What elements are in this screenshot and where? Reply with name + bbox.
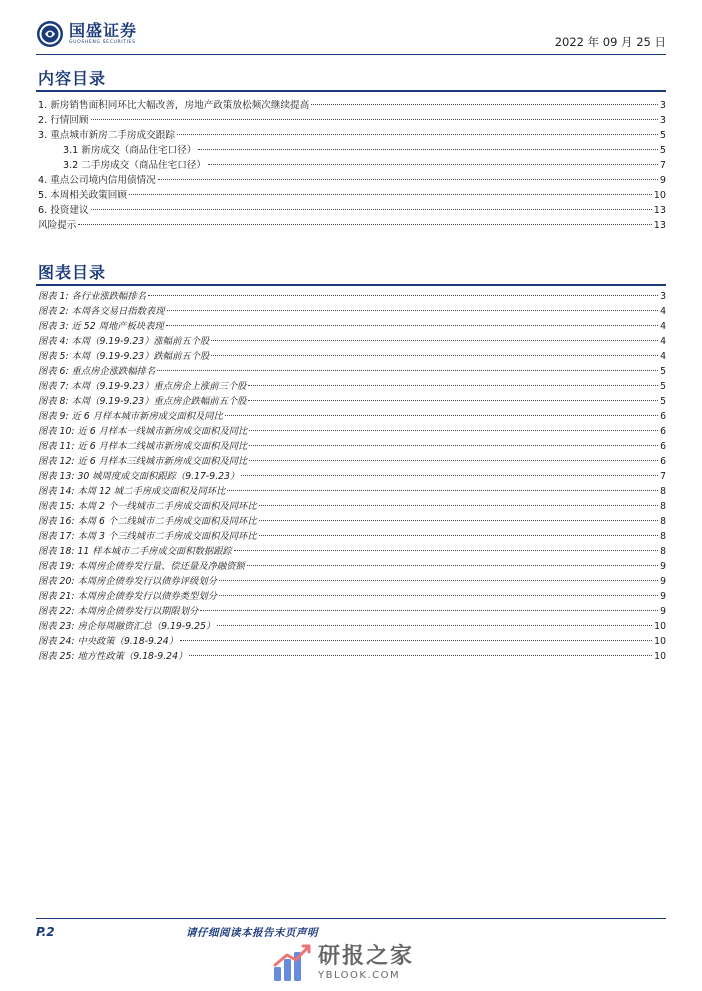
figure-item-label: 图表 17: 本周 3 个三线城市二手房成交面积及同环比 xyxy=(38,531,257,542)
figure-item-page: 5 xyxy=(660,381,666,392)
figure-item[interactable] xyxy=(38,575,666,588)
figure-item-page: 8 xyxy=(660,516,666,527)
toc-title: 内容目录 xyxy=(38,69,107,88)
figure-item[interactable] xyxy=(38,635,666,648)
figure-item[interactable] xyxy=(38,650,666,663)
toc-leader xyxy=(200,610,658,611)
guosheng-logo-icon xyxy=(36,20,64,48)
figure-item-page: 9 xyxy=(660,606,666,617)
toc-leader xyxy=(78,224,651,225)
toc-item-label: 3. 重点城市新房二手房成交跟踪 xyxy=(38,130,175,141)
figure-item[interactable] xyxy=(38,620,666,633)
figure-item[interactable] xyxy=(38,425,666,438)
report-date: 2022 年 09 月 25 日 xyxy=(554,35,666,49)
figure-item-label: 图表 23: 房企每周融资汇总（9.19-9.25） xyxy=(38,621,216,632)
toc-item[interactable] xyxy=(38,173,666,188)
figure-item[interactable] xyxy=(38,365,666,378)
toc-item-page: 13 xyxy=(653,205,666,216)
figure-item-page: 9 xyxy=(660,591,666,602)
figure-item[interactable] xyxy=(38,605,666,618)
toc-leader xyxy=(129,194,652,195)
watermark-chinese: 研报之家 xyxy=(318,944,415,969)
figure-item-page: 8 xyxy=(660,546,666,557)
figure-item[interactable] xyxy=(38,410,666,423)
toc-item-page: 7 xyxy=(659,160,666,171)
figure-item-label: 图表 11: 近 6 月样本二线城市新房成交面积及同比 xyxy=(38,441,248,452)
toc-subitem[interactable] xyxy=(63,158,666,173)
figure-item-label: 图表 14: 本周 12 城二手房成交面积及同环比 xyxy=(38,486,226,497)
site-watermark xyxy=(272,943,414,983)
toc-item-label: 1. 新房销售面积同环比大幅改善，房地产政策放松频次继续提高 xyxy=(38,100,310,111)
toc-item-page: 5 xyxy=(659,145,666,156)
figure-item[interactable] xyxy=(38,350,666,363)
figure-item-label: 图表 18: 11 样本城市二手房成交面积数据跟踪 xyxy=(38,546,232,557)
figure-item-page: 3 xyxy=(660,291,666,302)
toc-leader xyxy=(180,640,652,641)
figure-item-label: 图表 8: 本周（9.19-9.23）重点房企跌幅前五个股 xyxy=(38,396,247,407)
figure-item-label: 图表 2: 本周各交易日指数表现 xyxy=(38,306,165,317)
toc-item[interactable] xyxy=(38,188,666,203)
figure-item-page: 8 xyxy=(660,531,666,542)
figure-item-label: 图表 25: 地方性政策（9.18-9.24） xyxy=(38,651,188,662)
figure-item-label: 图表 19: 本周房企债券发行量、偿还量及净融资额 xyxy=(38,561,245,572)
figure-item-page: 4 xyxy=(660,351,666,362)
toc-item-page: 13 xyxy=(653,220,666,231)
figure-item-label: 图表 6: 重点房企涨跌幅排名 xyxy=(38,366,156,377)
figure-item-page: 10 xyxy=(654,636,666,647)
toc-leader xyxy=(158,179,658,180)
figure-item-label: 图表 13: 30 城周度成交面积跟踪（9.17-9.23） xyxy=(38,471,240,482)
figure-item-label: 图表 24: 中央政策（9.18-9.24） xyxy=(38,636,179,647)
figure-item[interactable] xyxy=(38,470,666,483)
page-number: P.2 xyxy=(36,925,55,939)
figure-item-label: 图表 20: 本周房企债券发行以债券评级划分 xyxy=(38,576,217,587)
figure-item-page: 4 xyxy=(660,321,666,332)
toc-item[interactable] xyxy=(38,203,666,218)
toc-leader xyxy=(248,385,658,386)
toc-leader xyxy=(259,520,658,521)
figure-item[interactable] xyxy=(38,530,666,543)
figure-item[interactable] xyxy=(38,590,666,603)
toc-leader xyxy=(211,355,658,356)
figure-item-page: 9 xyxy=(660,576,666,587)
figure-item-label: 图表 10: 近 6 月样本一线城市新房成交面积及同比 xyxy=(38,426,248,437)
toc-item[interactable] xyxy=(38,128,666,143)
toc-leader xyxy=(259,505,658,506)
bar-chart-logo-icon xyxy=(272,943,312,983)
toc-item-label: 5. 本周相关政策回顾 xyxy=(38,190,127,201)
toc-leader xyxy=(177,134,658,135)
toc-item-page: 3 xyxy=(659,115,666,126)
toc-leader xyxy=(148,295,658,296)
toc-leader xyxy=(91,119,658,120)
toc-leader xyxy=(259,535,658,536)
toc-item-label: 4. 重点公司境内信用债情况 xyxy=(38,175,156,186)
company-logo xyxy=(36,20,137,48)
figures-title: 图表目录 xyxy=(38,263,107,282)
figure-item-page: 10 xyxy=(654,621,666,632)
toc-item-label: 6. 投资建议 xyxy=(38,205,89,216)
figure-item[interactable] xyxy=(38,305,666,318)
figure-item-label: 图表 15: 本周 2 个一线城市二手房成交面积及同环比 xyxy=(38,501,257,512)
toc-leader xyxy=(198,149,657,150)
toc-leader xyxy=(227,490,658,491)
figure-item-page: 7 xyxy=(660,471,666,482)
figure-item-page: 9 xyxy=(660,561,666,572)
toc-item[interactable] xyxy=(38,218,666,233)
figure-item-page: 6 xyxy=(660,411,666,422)
toc-item[interactable] xyxy=(38,98,666,113)
toc-item[interactable] xyxy=(38,113,666,128)
figure-item-page: 6 xyxy=(660,426,666,437)
figure-item[interactable] xyxy=(38,290,666,303)
figure-item-page: 5 xyxy=(660,366,666,377)
toc-divider xyxy=(36,90,666,92)
footer-disclaimer: 请仔细阅读本报告末页声明 xyxy=(186,927,318,939)
figure-item[interactable] xyxy=(38,560,666,573)
page-footer xyxy=(36,918,666,939)
figure-item-page: 8 xyxy=(660,501,666,512)
figure-item-page: 4 xyxy=(660,306,666,317)
toc-leader xyxy=(249,430,658,431)
figure-item[interactable] xyxy=(38,515,666,528)
figure-item[interactable] xyxy=(38,335,666,348)
toc-item-label: 3.2 二手房成交（商品住宅口径） xyxy=(63,160,207,171)
figure-item[interactable] xyxy=(38,545,666,558)
toc-item-label: 2. 行情回顾 xyxy=(38,115,89,126)
toc-leader xyxy=(225,415,658,416)
toc-leader xyxy=(248,400,658,401)
figure-item-label: 图表 4: 本周（9.19-9.23）涨幅前五个股 xyxy=(38,336,210,347)
toc-leader xyxy=(234,550,658,551)
toc-leader xyxy=(219,595,658,596)
figure-item-page: 10 xyxy=(654,651,666,662)
toc-leader xyxy=(247,565,658,566)
figure-item-label: 图表 7: 本周（9.19-9.23）重点房企上涨前三个股 xyxy=(38,381,247,392)
page-header xyxy=(36,18,666,55)
toc-leader xyxy=(167,310,659,311)
toc-item-page: 9 xyxy=(659,175,666,186)
toc-leader xyxy=(217,625,652,626)
toc-leader xyxy=(249,445,658,446)
figure-item[interactable] xyxy=(38,440,666,453)
figure-item-label: 图表 9: 近 6 月样本城市新房成交面积及同比 xyxy=(38,411,223,422)
toc-leader xyxy=(166,325,658,326)
figure-item-label: 图表 3: 近 52 周地产板块表现 xyxy=(38,321,164,332)
toc-leader xyxy=(91,209,652,210)
figure-item-page: 6 xyxy=(660,456,666,467)
figure-item[interactable] xyxy=(38,455,666,468)
figure-item[interactable] xyxy=(38,500,666,513)
toc-item-page: 3 xyxy=(659,100,666,111)
toc-item-label: 3.1 新房成交（商品住宅口径） xyxy=(63,145,197,156)
figure-item-label: 图表 1: 各行业涨跌幅排名 xyxy=(38,291,146,302)
logo-chinese-name: 国盛证券 xyxy=(69,21,138,40)
watermark-url: YBLOOK.COM xyxy=(318,970,401,981)
figure-item-page: 6 xyxy=(660,441,666,452)
toc-leader xyxy=(211,340,658,341)
toc-item-page: 5 xyxy=(659,130,666,141)
figure-item-label: 图表 12: 近 6 月样本三线城市新房成交面积及同比 xyxy=(38,456,248,467)
toc-item-label: 风险提示 xyxy=(38,220,77,231)
toc-leader xyxy=(189,655,652,656)
toc-subitem[interactable] xyxy=(63,143,666,158)
figure-item-page: 8 xyxy=(660,486,666,497)
toc-leader xyxy=(219,580,658,581)
toc-leader xyxy=(208,164,658,165)
figures-divider xyxy=(36,284,666,286)
figure-item-page: 5 xyxy=(660,396,666,407)
toc-leader xyxy=(249,460,658,461)
figure-item-label: 图表 16: 本周 6 个二线城市二手房成交面积及同环比 xyxy=(38,516,257,527)
figure-item[interactable] xyxy=(38,395,666,408)
toc-leader xyxy=(241,475,658,476)
figure-item-label: 图表 21: 本周房企债券发行以债券类型划分 xyxy=(38,591,217,602)
toc-leader xyxy=(157,370,658,371)
figure-item[interactable] xyxy=(38,380,666,393)
toc-item-page: 10 xyxy=(653,190,666,201)
figure-item[interactable] xyxy=(38,320,666,333)
figure-item[interactable] xyxy=(38,485,666,498)
figure-item-page: 4 xyxy=(660,336,666,347)
figure-item-label: 图表 22: 本周房企债券发行以期限划分 xyxy=(38,606,199,617)
toc-leader xyxy=(311,104,658,105)
figure-item-label: 图表 5: 本周（9.19-9.23）跌幅前五个股 xyxy=(38,351,210,362)
logo-english-name: GUOSHENG SECURITIES xyxy=(69,40,136,45)
